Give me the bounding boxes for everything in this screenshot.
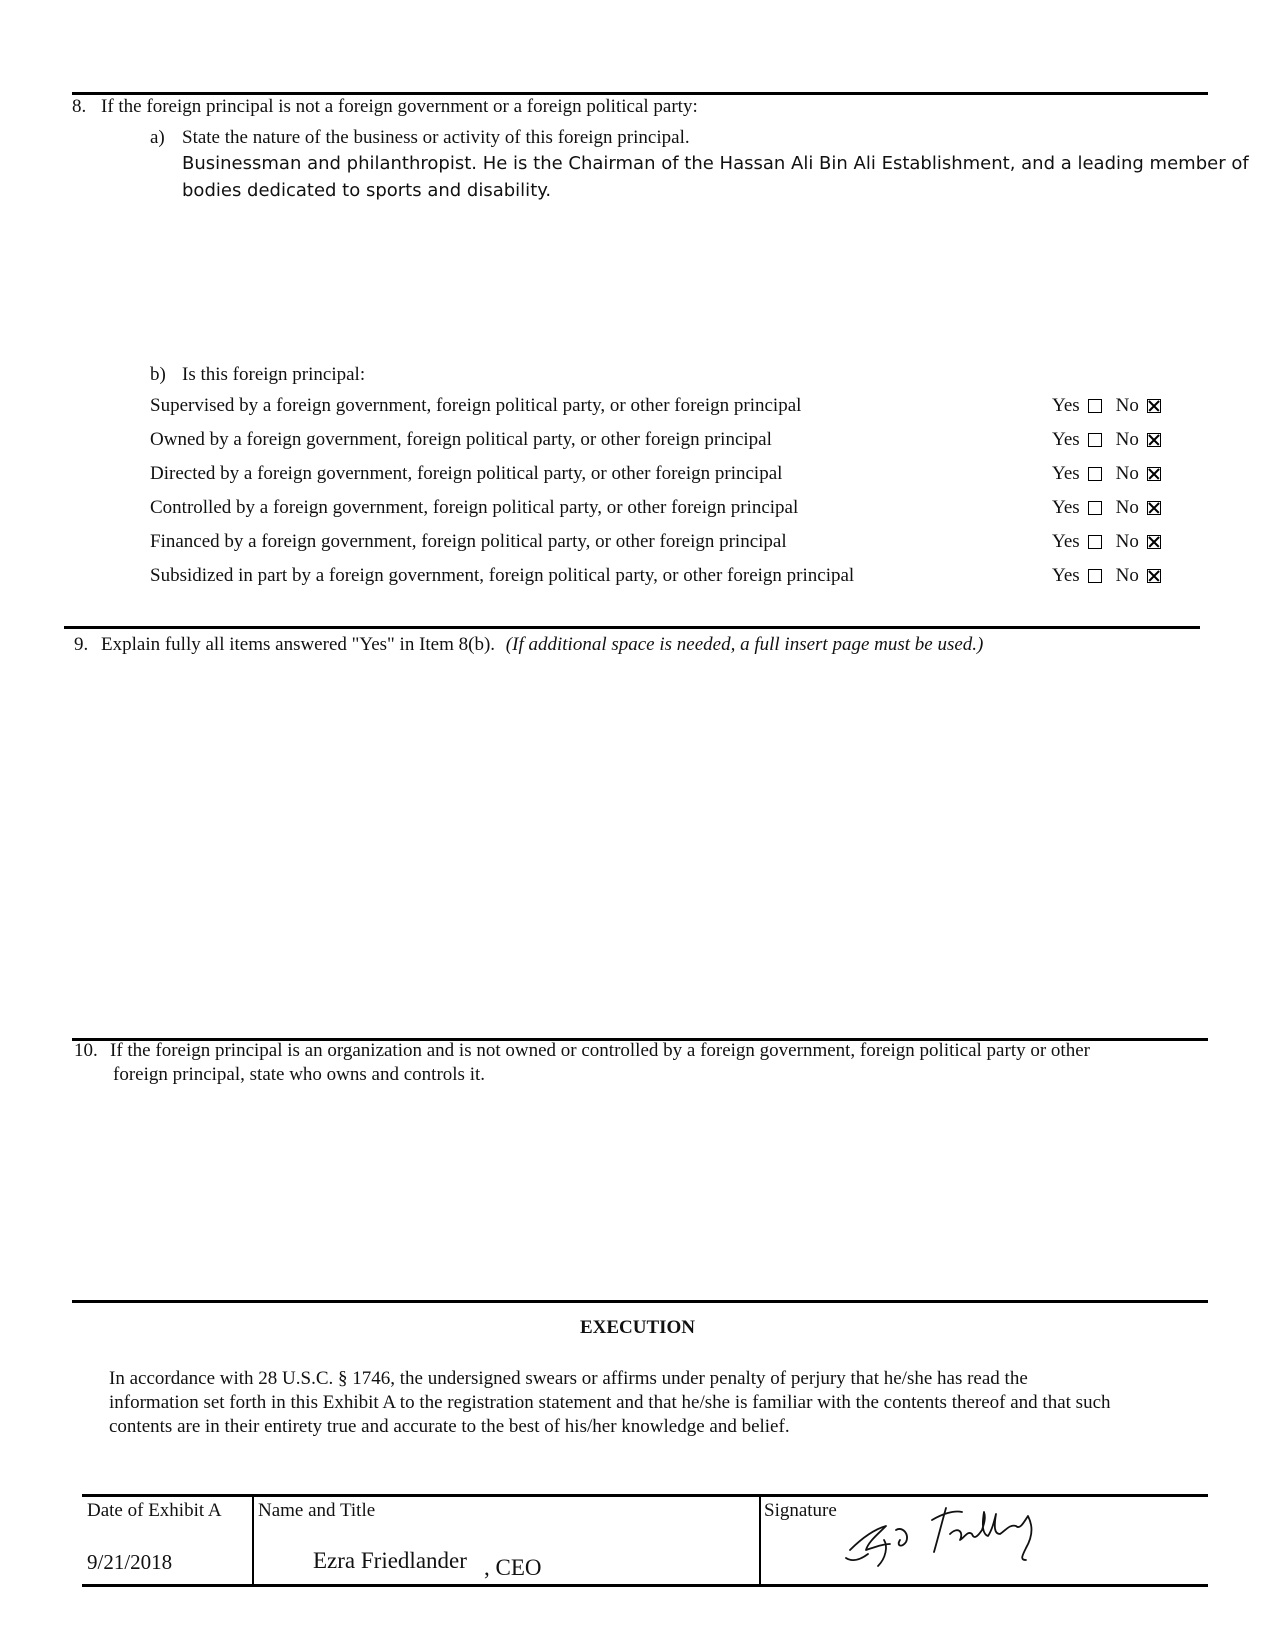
- item8a-answer-line2: bodies dedicated to sports and disability.: [182, 180, 552, 201]
- no-checkbox[interactable]: [1147, 433, 1161, 447]
- no-label: No: [1115, 429, 1139, 450]
- execution-top-rule: [72, 1300, 1208, 1303]
- item8-bottom-rule: [64, 626, 1200, 629]
- execution-heading: EXECUTION: [579, 1317, 696, 1338]
- handwritten-signature: [838, 1500, 1058, 1575]
- title-value: , CEO: [484, 1555, 542, 1580]
- item9-number: 9.: [74, 634, 89, 655]
- no-label: No: [1115, 463, 1139, 484]
- item8b-row-yes-no: [1052, 429, 1161, 451]
- yes-checkbox[interactable]: [1088, 569, 1102, 583]
- signature-table-divider-2: [759, 1496, 761, 1584]
- signature-table-divider-1: [252, 1496, 254, 1584]
- item10-line2: foreign principal, state who owns and controls it.: [113, 1064, 486, 1085]
- no-label: No: [1115, 497, 1139, 518]
- item8b-letter: b): [150, 364, 166, 385]
- item8b-row-label: Directed by a foreign government, foreign political party, or other foreign principal: [150, 463, 783, 484]
- item8b-row-label: Subsidized in part by a foreign government, foreign political party, or other foreign principal: [150, 565, 855, 586]
- name-label: Name and Title: [258, 1500, 376, 1521]
- no-checkbox[interactable]: [1147, 535, 1161, 549]
- no-label: No: [1115, 531, 1139, 552]
- item9-note: (If additional space is needed, a full insert page must be used.): [505, 634, 984, 655]
- item8a-letter: a): [150, 127, 165, 148]
- yes-label: Yes: [1052, 395, 1080, 416]
- execution-line3: contents are in their entirety true and accurate to the best of his/her knowledge and belief.: [109, 1416, 790, 1437]
- execution-line1: In accordance with 28 U.S.C. § 1746, the undersigned swears or affirms under penalty of perjury that he/she has read the: [109, 1368, 1028, 1389]
- item8b-question: Is this foreign principal:: [182, 364, 366, 385]
- yes-checkbox[interactable]: [1088, 535, 1102, 549]
- item8-question: If the foreign principal is not a foreign government or a foreign political party:: [101, 96, 698, 117]
- yes-checkbox[interactable]: [1088, 399, 1102, 413]
- yes-label: Yes: [1052, 565, 1080, 586]
- item8b-row-yes-no: [1052, 531, 1161, 553]
- item10-line1: If the foreign principal is an organization and is not owned or controlled by a foreign government, foreign political party or other: [110, 1040, 1090, 1061]
- no-checkbox[interactable]: [1147, 569, 1161, 583]
- item8b-row-label: Supervised by a foreign government, foreign political party, or other foreign principal: [150, 395, 802, 416]
- item9-text: Explain fully all items answered "Yes" in Item 8(b).: [101, 634, 496, 655]
- item8a-answer-line1: Businessman and philanthropist. He is the Chairman of the Hassan Ali Bin Ali Establishment, and a leading member of: [182, 153, 1249, 174]
- name-value: Ezra Friedlander: [313, 1548, 467, 1573]
- item8a-question: State the nature of the business or activity of this foreign principal.: [182, 127, 690, 148]
- date-label: Date of Exhibit A: [87, 1500, 222, 1521]
- item10-number: 10.: [74, 1040, 98, 1061]
- signature-table-top-rule: [82, 1494, 1208, 1497]
- item8b-row-label: Financed by a foreign government, foreign political party, or other foreign principal: [150, 531, 787, 552]
- yes-checkbox[interactable]: [1088, 433, 1102, 447]
- execution-line2: information set forth in this Exhibit A to the registration statement and that he/she is familiar with the contents thereof and that such: [109, 1392, 1111, 1413]
- item8b-row-label: Controlled by a foreign government, foreign political party, or other foreign principal: [150, 497, 799, 518]
- date-value: 9/21/2018: [87, 1550, 173, 1574]
- no-label: No: [1115, 565, 1139, 586]
- no-label: No: [1115, 395, 1139, 416]
- item9-line: [101, 634, 983, 656]
- item8b-row-yes-no: [1052, 565, 1161, 587]
- yes-label: Yes: [1052, 531, 1080, 552]
- signature-label: Signature: [764, 1500, 837, 1521]
- item8-top-rule: [72, 92, 1208, 95]
- signature-table-bottom-rule: [82, 1584, 1208, 1587]
- yes-checkbox[interactable]: [1088, 467, 1102, 481]
- item8b-row-label: Owned by a foreign government, foreign political party, or other foreign principal: [150, 429, 772, 450]
- yes-label: Yes: [1052, 429, 1080, 450]
- no-checkbox[interactable]: [1147, 399, 1161, 413]
- item8-number: 8.: [72, 96, 87, 117]
- yes-label: Yes: [1052, 497, 1080, 518]
- yes-checkbox[interactable]: [1088, 501, 1102, 515]
- no-checkbox[interactable]: [1147, 501, 1161, 515]
- item8b-row-yes-no: [1052, 497, 1161, 519]
- item8b-row-yes-no: [1052, 463, 1161, 485]
- no-checkbox[interactable]: [1147, 467, 1161, 481]
- item8b-row-yes-no: [1052, 395, 1161, 417]
- yes-label: Yes: [1052, 463, 1080, 484]
